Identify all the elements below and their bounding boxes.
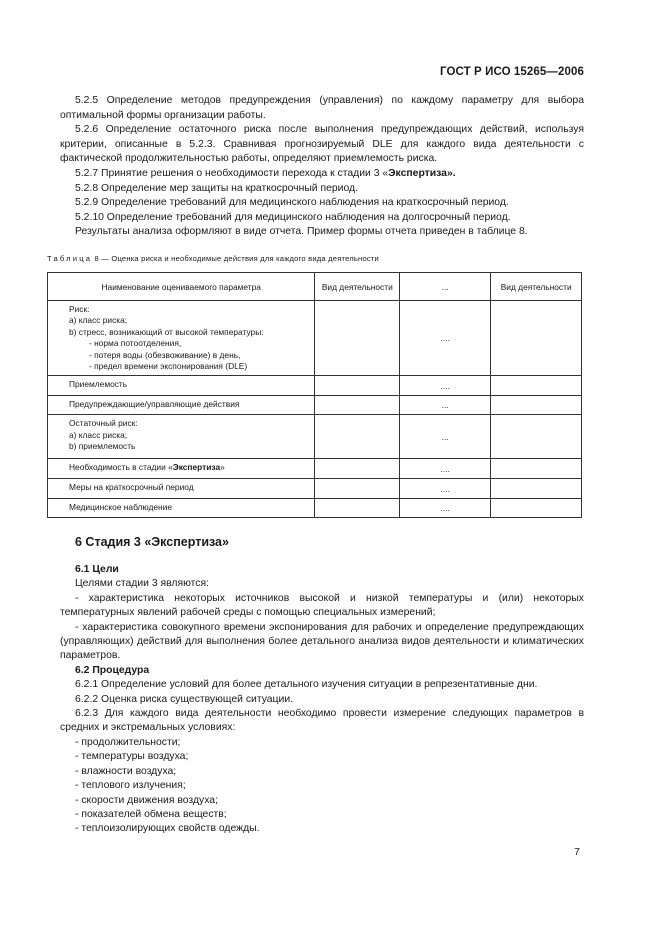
expertise-label [48, 459, 314, 476]
paragraph-5-2-6: 5.2.6 Определение остаточного риска после выполнения предупреждающих действий, используя критерии, описанные в 5.2.3. Сравнивая прогнозируемый DLE для каждого вида деятельности с фактической продолжительностью работы, определяют приемлемость риска. [60, 124, 584, 165]
table-cell [491, 396, 582, 415]
header-activity-1: Вид деятельности [315, 273, 400, 301]
p527-suffix: ». [446, 167, 456, 179]
header-activity-n: Вид деятельности [491, 273, 582, 301]
param-item: - температуры воздуха; [75, 751, 189, 763]
param-item: - скорости движения воздуха; [75, 794, 218, 806]
table-cell-dots: ... [400, 415, 491, 459]
goals-lead: Целями стадии 3 являются: [75, 578, 209, 590]
param-item: - теплового излучения; [75, 780, 186, 792]
param-item: - продолжительности; [75, 736, 181, 748]
caption-text: 8 — Оценка риска и необходимые действия для каждого вида деятельности [92, 254, 379, 263]
table-cell [315, 459, 400, 479]
param-item: - теплоизолирующих свойств одежды. [75, 823, 260, 835]
table-cell [315, 415, 400, 459]
paragraph-5-2-9: 5.2.9 Определение требований для медицинского наблюдения на краткосрочный период. [75, 197, 509, 209]
paragraph-5-2-5: 5.2.5 Определение методов предупреждения (управления) по каждому параметру для выбора оптимальной формы организации работы. [60, 95, 584, 121]
param-item: - влажности воздуха; [75, 765, 177, 777]
table-row-acceptability [48, 376, 582, 396]
table-cell-dots: .... [400, 376, 491, 396]
acceptability-cell [48, 376, 315, 396]
risk-sub-water: - потеря воды (обезвоживание) в день, [89, 349, 241, 360]
table-cell-dots: .... [400, 301, 491, 376]
preventive-label: Предупреждающие/управляющие действия [69, 399, 240, 410]
table-cell [491, 499, 582, 518]
goals-heading: 6.1 Цели [75, 564, 119, 575]
caption-label: Таблица [47, 254, 93, 263]
short-term-cell [48, 479, 315, 499]
procedure-item: 6.2.1 Определение условий для более детального изучения ситуации в репрезентативные дни. [75, 679, 538, 691]
document-code: ГОСТ Р ИСО 15265—2006 [439, 66, 584, 78]
table-cell [491, 415, 582, 459]
residual-title: Остаточный риск: [69, 418, 138, 429]
risk-table [47, 272, 582, 518]
risk-title: Риск: [69, 304, 90, 314]
table-row-preventive [48, 396, 582, 415]
table-cell [491, 301, 582, 376]
residual-cell [48, 415, 315, 459]
table-cell [315, 376, 400, 396]
medical-cell [48, 499, 315, 518]
paragraph-5-2-8: 5.2.8 Определение мер защиты на краткосрочный период. [75, 182, 358, 194]
table-cell [491, 459, 582, 479]
p527-prefix: 5.2.7 Принятие решения о необходимости перехода к стадии 3 « [75, 167, 389, 179]
procedure-heading: 6.2 Процедура [75, 664, 150, 676]
p527-bold: Экспертиза [388, 167, 447, 179]
expertise-suffix: » [220, 462, 225, 473]
header-parameter: Наименование оцениваемого параметра [48, 273, 315, 301]
table-cell [491, 479, 582, 499]
results-paragraph: Результаты анализа оформляют в виде отчета. Пример формы отчета приведен в таблице 8. [75, 226, 528, 238]
paragraph-5-2-10: 5.2.10 Определение требований для медицинского наблюдения на долгосрочный период. [75, 211, 511, 223]
table-cell-dots: .... [400, 499, 491, 518]
table-cell [315, 396, 400, 415]
expertise-prefix: Необходимость в стадии « [69, 462, 173, 473]
table-cell [315, 301, 400, 376]
short-term-label: Меры на краткосрочный период [69, 482, 194, 493]
table-cell [315, 479, 400, 499]
table-caption [47, 254, 379, 263]
expertise-cell [48, 459, 315, 479]
procedure-item: 6.2.3 Для каждого вида деятельности необходимо провести измерение следующих параметров в средних и экстремальных условиях: [60, 708, 584, 734]
goal-item: - характеристика совокупного времени экспонирования для рабочих и определение предупреждающих (управляющих) действий для выполнения более детального анализа видов деятельности и климатических параметров. [60, 621, 584, 662]
medical-label: Медицинское наблюдение [69, 502, 172, 513]
risk-a: a) класс риска; [69, 315, 128, 326]
procedure-item: 6.2.2 Оценка риска существующей ситуации. [75, 693, 294, 705]
table-row-short-term [48, 479, 582, 499]
page-number: 7 [574, 846, 580, 858]
table-cell-dots: .... [400, 459, 491, 479]
table-row-medical [48, 499, 582, 518]
table-cell-dots: .... [400, 479, 491, 499]
table-cell [491, 376, 582, 396]
expertise-bold: Экспертиза [172, 462, 221, 473]
residual-a: a) класс риска; [69, 429, 128, 440]
header-ellipsis: ... [400, 273, 491, 301]
table-header-row [48, 273, 582, 301]
section-6-body [60, 563, 584, 837]
table-row-residual [48, 415, 582, 459]
residual-b: b) приемлемость [69, 441, 136, 452]
risk-sub-sweat: - норма потоотделения, [89, 338, 182, 349]
table-cell [315, 499, 400, 518]
param-item: - показателей обмена веществ; [75, 808, 227, 820]
table-cell-dots: ... [400, 396, 491, 415]
goal-item: - характеристика некоторых источников высокой и низкой температуры и (или) некоторых температурных явлений рабочей среды с помощью специальных измерений; [60, 592, 584, 619]
intro-text [60, 94, 584, 240]
paragraph-5-2-7 [60, 167, 584, 182]
preventive-cell [48, 396, 315, 415]
acceptability-label: Приемлемость [69, 379, 128, 390]
table-row-expertise [48, 459, 582, 479]
risk-sub-dle: - предел времени экспонирования (DLE) [89, 361, 248, 372]
risk-cell [48, 301, 315, 376]
risk-b: b) стресс, возникающий от высокой температуры: [69, 326, 264, 337]
section-6-title: 6 Стадия 3 «Экспертиза» [75, 535, 229, 549]
table-row-risk [48, 301, 582, 376]
